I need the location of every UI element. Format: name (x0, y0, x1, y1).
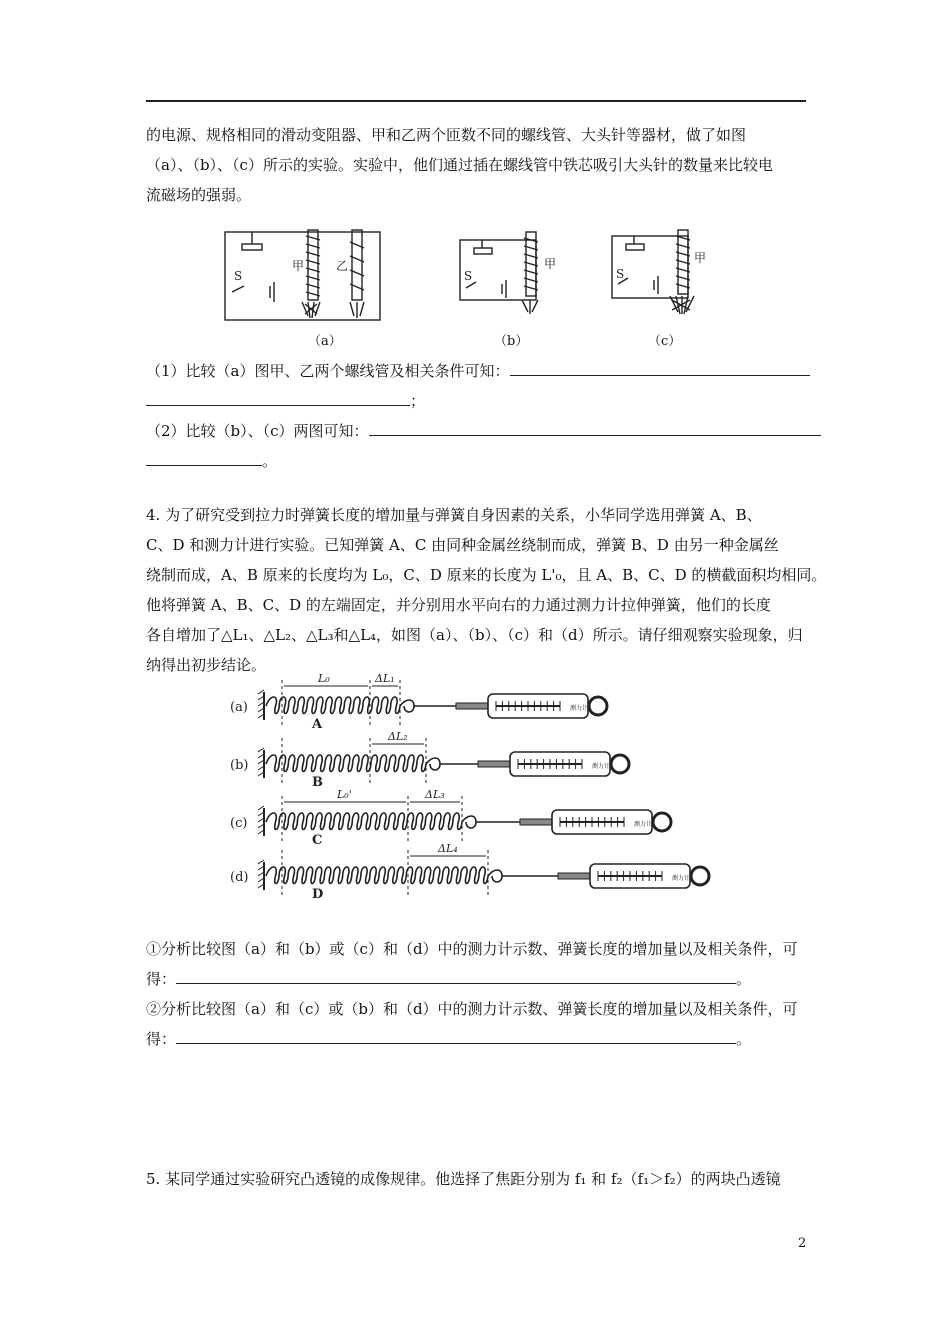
length-label: L₀' (337, 788, 352, 801)
q4-line: C、D 和测力计进行实验。已知弹簧 A、C 由同种金属丝绕制而成，弹簧 B、D 由另一种金属丝 (146, 536, 779, 554)
spring (266, 755, 426, 772)
spring-figure (230, 672, 720, 902)
meter-rod (456, 703, 488, 709)
row-label: (a) (230, 700, 248, 715)
coil-label: 甲 (292, 259, 305, 273)
answer-blank[interactable] (176, 965, 736, 984)
q5-line: 5. 某同学通过实验研究凸透镜的成像规律。他选择了焦距分别为 f₁ 和 f₂（f₁＞f₂）的两块凸透镜 (146, 1170, 781, 1188)
q4-c1-line: ①分析比较图（a）和（b）或（c）和（d）中的测力计示数、弹簧长度的增加量以及相关条件，可 (146, 940, 798, 958)
switch-a (232, 286, 244, 292)
answer-blank[interactable] (510, 357, 810, 376)
q5-text (146, 1164, 806, 1194)
q4-line: 纳得出初步结论。 (146, 656, 267, 674)
q4-c2-line: ②分析比较图（a）和（c）或（b）和（d）中的测力计示数、弹簧长度的增加量以及相关条件，可 (146, 1000, 798, 1018)
delta-label: ΔL₄ (438, 842, 458, 855)
spring (266, 813, 462, 830)
spring (266, 867, 488, 884)
meter-ring (611, 755, 629, 773)
q4-conclusion-1 (146, 934, 806, 994)
hook (462, 816, 476, 828)
q3-sub1 (146, 356, 806, 416)
meter-label: 测力计 (570, 705, 589, 712)
switch-label: S (234, 269, 243, 283)
q3-intro (146, 120, 806, 210)
delta-label: ΔL₃ (425, 788, 445, 801)
fig-caption-c: （c） (648, 334, 682, 349)
delta-label: ΔL₁ (375, 672, 395, 685)
punct: 。 (736, 970, 752, 988)
spring-label: B (312, 775, 323, 790)
spring-label: D (312, 887, 324, 902)
hook (426, 758, 440, 770)
meter-label: 测力计 (672, 875, 691, 882)
meter-rod (478, 761, 510, 767)
spring-label: C (312, 833, 323, 848)
q4-line: 4. 为了研究受到拉力时弹簧长度的增加量与弹簧自身因素的关系，小华同学选用弹簧 A、B、 (146, 506, 762, 524)
punct: 。 (736, 1030, 752, 1048)
q3-sub2-text: （2）比较（b）、（c）两图可知： (146, 422, 369, 440)
q4-text (146, 500, 827, 680)
answer-blank[interactable] (176, 1025, 736, 1044)
punct: 。 (262, 452, 278, 470)
q3-intro-line: （a）、（b）、（c）所示的实验。实验中，他们通过插在螺线管中铁芯吸引大头针的数量来比较电 (146, 156, 773, 174)
rheostat-a (242, 244, 262, 250)
q4-line: 他将弹簧 A、B、C、D 的左端固定，并分别用水平向右的力通过测力计拉伸弹簧，他们的长度 (146, 596, 771, 614)
coil-label: 甲 (544, 257, 557, 271)
meter-label: 测力计 (634, 821, 653, 828)
coil-jia-a (308, 230, 318, 300)
coil-label: 乙 (336, 259, 349, 273)
q3-intro-line: 流磁场的强弱。 (146, 186, 252, 204)
spring (266, 697, 400, 714)
punct: ； (410, 392, 426, 410)
header-rule (146, 100, 806, 102)
answer-blank[interactable] (146, 387, 410, 406)
fig-caption-b: （b） (494, 334, 529, 349)
page-number: 2 (798, 1236, 807, 1251)
spring-label: A (312, 717, 323, 732)
q4-line: 绕制而成，A、B 原来的长度均为 L₀，C、D 原来的长度为 L'₀，且 A、B、C、D 的横截面积均相同。 (146, 566, 827, 584)
q4-c2-prefix: 得： (146, 1030, 177, 1048)
length-label: L₀ (318, 672, 330, 685)
row-label: (d) (230, 870, 249, 885)
hook (488, 870, 502, 882)
meter-ring (691, 867, 709, 885)
meter-rod (558, 873, 590, 879)
delta-label: ΔL₂ (388, 730, 408, 743)
fig-caption-a: （a） (308, 334, 342, 349)
coil-yi-a (352, 230, 362, 300)
meter-ring (653, 813, 671, 831)
hook (400, 700, 414, 712)
solenoid-figure (220, 222, 720, 330)
q4-conclusion-2 (146, 994, 806, 1054)
q3-sub1-text: （1）比较（a）图甲、乙两个螺线管及相关条件可知： (146, 362, 510, 380)
meter-rod (520, 819, 552, 825)
meter-ring (589, 697, 607, 715)
row-label: (b) (230, 758, 249, 773)
q4-c1-prefix: 得： (146, 970, 177, 988)
q3-intro-line: 的电源、规格相同的滑动变阻器、甲和乙两个匝数不同的螺线管、大头针等器材，做了如图 (146, 126, 747, 144)
answer-blank[interactable] (369, 417, 821, 436)
meter-label: 测力计 (592, 763, 611, 770)
row-label: (c) (230, 816, 248, 831)
switch-label: S (616, 267, 625, 281)
q4-line: 各自增加了△L₁、△L₂、△L₃和△L₄，如图（a）、（b）、（c）和（d）所示。请仔细观察实验现象，归 (146, 626, 803, 644)
coil-label: 甲 (694, 251, 707, 265)
switch-label: S (464, 269, 473, 283)
q3-sub2 (146, 416, 806, 476)
answer-blank[interactable] (146, 447, 262, 466)
